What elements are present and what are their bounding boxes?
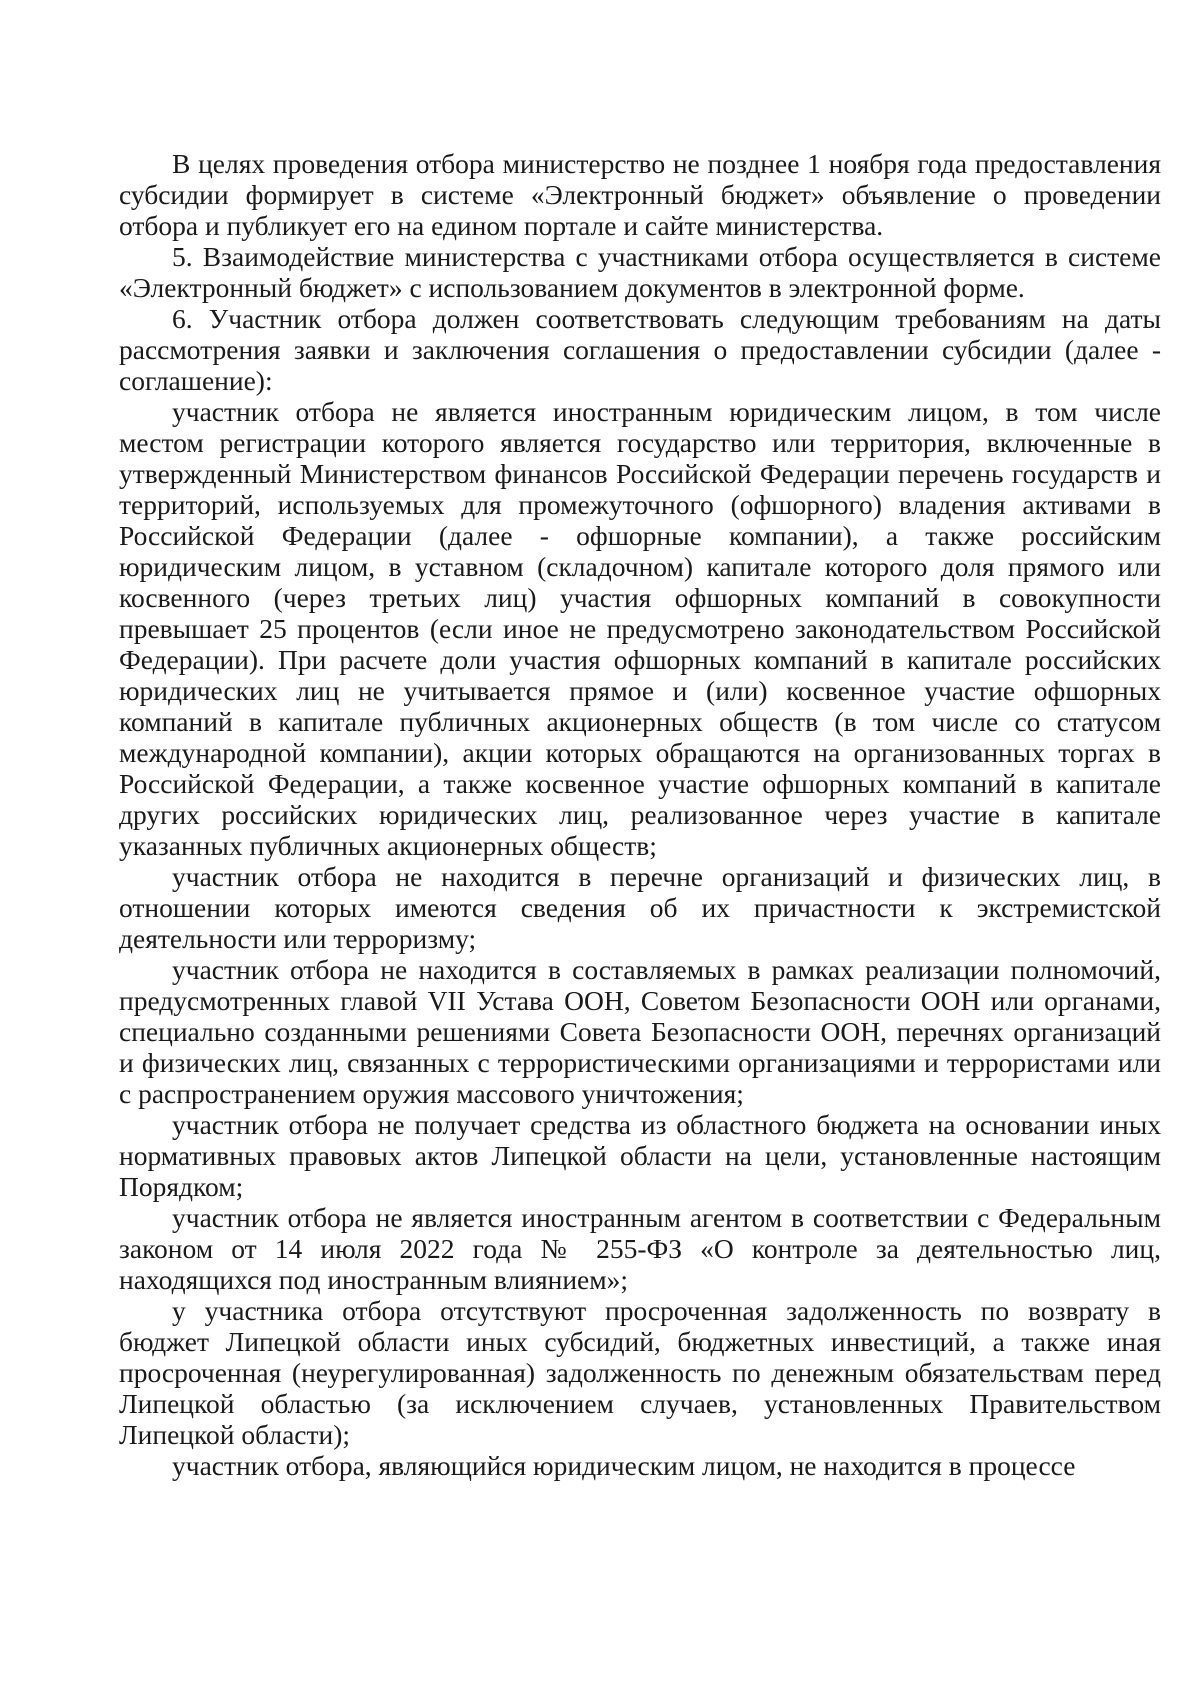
document-body <box>119 148 1161 1481</box>
paragraph-extremism-requirement: участник отбора не находится в перечне организаций и физических лиц, в отношении которых имеются сведения об их причастности к экстремистской деятельности или терроризму; <box>119 861 1161 954</box>
paragraph-offshore-requirement: участник отбора не является иностранным юридическим лицом, в том числе местом регистрации которого является государство или территория, включенные в утвержденный Министерством финансов Российской Федерации перечень государств и территорий, используемых для промежуточного (офшорного) владения активами в Российской Федерации (далее - офшорные компании), а также российским юридическим лицом, в уставном (складочном) капитале которого доля прямого или косвенного (через третьих лиц) участия офшорных компаний в совокупности превышает 25 процентов (если иное не предусмотрено законодательством Российской Федерации). При расчете доли участия офшорных компаний в капитале российских юридических лиц не учитывается прямое и (или) косвенное участие офшорных компаний в капитале публичных акционерных обществ (в том числе со статусом международной компании), акции которых обращаются на организованных торгах в Российской Федерации, а также косвенное участие офшорных компаний в капитале других российских юридических лиц, реализованное через участие в капитале указанных публичных акционерных обществ; <box>119 396 1161 861</box>
paragraph-legal-entity-requirement: участник отбора, являющийся юридическим лицом, не находится в процессе <box>172 1450 1076 1481</box>
paragraph-item-6: 6. Участник отбора должен соответствовать следующим требованиям на даты рассмотрения заявки и заключения соглашения о предоставлении субсидии (далее - соглашение): <box>119 303 1161 396</box>
paragraph-item-5: 5. Взаимодействие министерства с участниками отбора осуществляется в системе «Электронный бюджет» с использованием документов в электронной форме. <box>119 241 1161 303</box>
paragraph-budget-funds-requirement: участник отбора не получает средства из областного бюджета на основании иных нормативных правовых актов Липецкой области на цели, установленные настоящим Порядком; <box>119 1109 1161 1202</box>
paragraph-debt-requirement: у участника отбора отсутствуют просроченная задолженность по возврату в бюджет Липецкой области иных субсидий, бюджетных инвестиций, а также иная просроченная (неурегулированная) задолженность по денежным обязательствам перед Липецкой областью (за исключением случаев, установленных Правительством Липецкой области); <box>119 1295 1161 1450</box>
paragraph-announcement: В целях проведения отбора министерство не позднее 1 ноября года предоставления субсидии формирует в системе «Электронный бюджет» объявление о проведении отбора и публикует его на едином портале и сайте министерства. <box>119 148 1161 241</box>
paragraph-foreign-agent-requirement: участник отбора не является иностранным агентом в соответствии с Федеральным законом от 14 июля 2022 года № 255-ФЗ «О контроле за деятельностью лиц, находящихся под иностранным влиянием»; <box>119 1202 1161 1295</box>
paragraph-un-lists-requirement: участник отбора не находится в составляемых в рамках реализации полномочий, предусмотренных главой VII Устава ООН, Советом Безопасности ООН или органами, специально созданными решениями Совета Безопасности ООН, перечнях организаций и физических лиц, связанных с террористическими организациями и террористами или с распространением оружия массового уничтожения; <box>119 954 1161 1109</box>
